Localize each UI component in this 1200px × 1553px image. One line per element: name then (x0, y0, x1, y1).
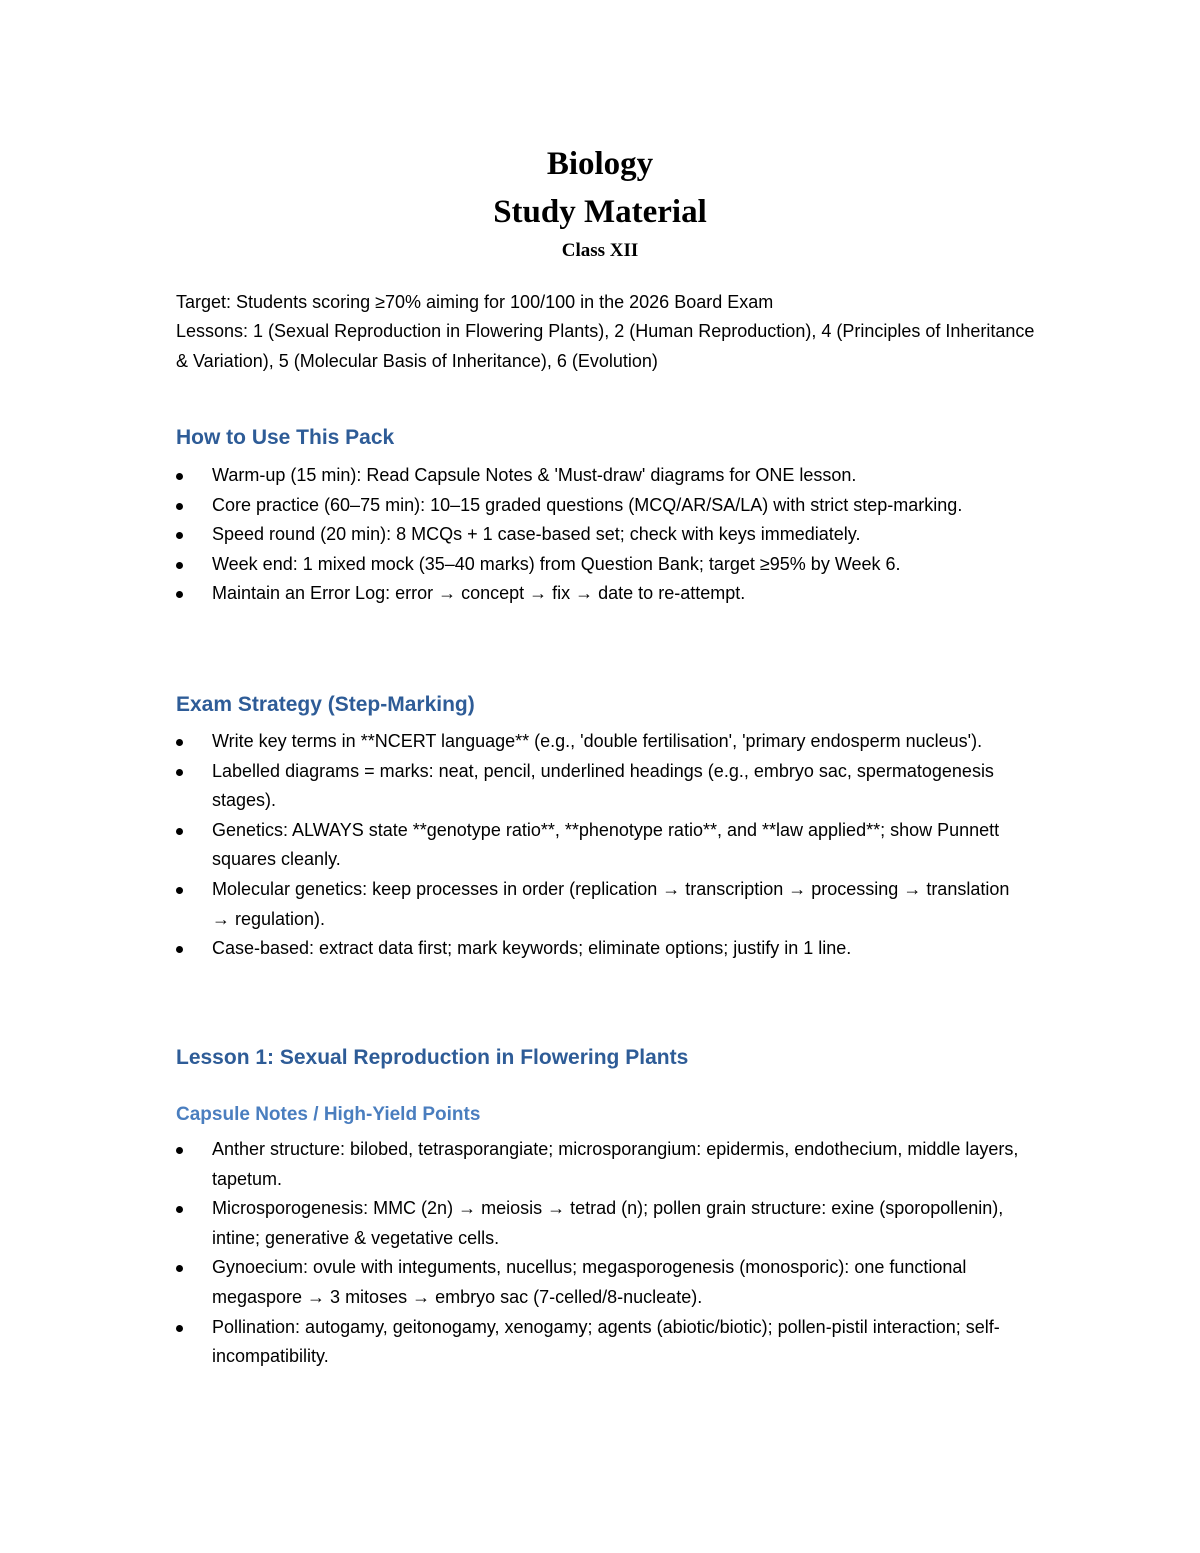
bullet-icon (176, 769, 183, 776)
list-item (176, 875, 1026, 934)
list-item (176, 1194, 1026, 1253)
bullet-icon (176, 1325, 183, 1332)
list-item (176, 520, 1026, 550)
list-item (176, 757, 1026, 816)
list-item-text: Anther structure: bilobed, tetrasporangiate; microsporangium: epidermis, endothecium, middle layers, tapetum. (212, 1139, 1019, 1189)
target-line: Target: Students scoring ≥70% aiming for 100/100 in the 2026 Board Exam (176, 292, 774, 312)
bullet-icon (176, 532, 183, 539)
how-to-use-heading: How to Use This Pack (176, 426, 395, 449)
bullet-icon (176, 562, 183, 569)
list-item (176, 550, 1026, 580)
lesson1-list (176, 1135, 1026, 1372)
document-title-line1: Biology (546, 146, 654, 182)
bullet-icon (176, 1206, 183, 1213)
exam-strategy-heading: Exam Strategy (Step-Marking) (176, 693, 475, 716)
list-item (176, 1313, 1026, 1372)
list-item (176, 579, 1026, 609)
list-item-text: Week end: 1 mixed mock (35–40 marks) from Question Bank; target ≥95% by Week 6. (212, 553, 901, 574)
bullet-icon (176, 473, 183, 480)
how-to-use-list (176, 461, 1026, 609)
lesson1-heading: Lesson 1: Sexual Reproduction in Flowering Plants (176, 1046, 689, 1069)
list-item-text: Molecular genetics: keep processes in order (replication → transcription → processing → translation → regulation). (212, 878, 1010, 929)
list-item (176, 934, 1026, 964)
list-item (176, 816, 1026, 875)
list-item-text: Maintain an Error Log: error → concept → fix → date to re-attempt. (212, 583, 746, 604)
list-item (176, 727, 1026, 757)
bullet-icon (176, 828, 183, 835)
list-item (176, 461, 1026, 491)
list-item (176, 1135, 1026, 1194)
lesson1-subheading: Capsule Notes / High-Yield Points (176, 1104, 481, 1125)
list-item (176, 491, 1026, 521)
list-item-text: Pollination: autogamy, geitonogamy, xenogamy; agents (abiotic/biotic); pollen-pistil interaction; self-incompatibility. (212, 1316, 1000, 1367)
list-item-text: Write key terms in **NCERT language** (e.g., 'double fertilisation', 'primary endosperm nucleus'). (212, 731, 983, 751)
list-item-text: Microsporogenesis: MMC (2n) → meiosis → tetrad (n); pollen grain structure: exine (sporopollenin), intine; generative & vegetative cells. (212, 1198, 1004, 1248)
lessons-line: Lessons: 1 (Sexual Reproduction in Flowering Plants), 2 (Human Reproduction), 4 (Principles of Inheritance & Variation), 5 (Molecular Basis of Inheritance), 6 (Evolution) (176, 321, 1035, 371)
list-item-text: Labelled diagrams = marks: neat, pencil, underlined headings (e.g., embryo sac, spermatogenesis stages). (212, 760, 994, 811)
bullet-icon (176, 887, 183, 894)
bullet-icon (176, 1265, 183, 1272)
document-title-line2: Study Material (493, 194, 707, 230)
list-item-text: Gynoecium: ovule with integuments, nucellus; megasporogenesis (monosporic): one functional megaspore → 3 mitoses → embryo sac (7-celled/8-nucleate). (212, 1257, 967, 1307)
exam-strategy-list (176, 727, 1026, 964)
bullet-icon (176, 1147, 183, 1154)
bullet-icon (176, 503, 183, 510)
list-item-text: Genetics: ALWAYS state **genotype ratio**, **phenotype ratio**, and **law applied**; show Punnett squares cleanly. (212, 819, 1000, 870)
class-label: Class XII (561, 240, 639, 261)
bullet-icon (176, 591, 183, 598)
list-item-text: Core practice (60–75 min): 10–15 graded questions (MCQ/AR/SA/LA) with strict step-marking. (212, 494, 963, 515)
list-item (176, 1253, 1026, 1312)
bullet-icon (176, 946, 183, 953)
bullet-icon (176, 739, 183, 746)
list-item-text: Warm-up (15 min): Read Capsule Notes & 'Must-draw' diagrams for ONE lesson. (212, 465, 857, 485)
list-item-text: Speed round (20 min): 8 MCQs + 1 case-based set; check with keys immediately. (212, 524, 861, 545)
list-item-text: Case-based: extract data first; mark keywords; eliminate options; justify in 1 line. (212, 938, 852, 959)
